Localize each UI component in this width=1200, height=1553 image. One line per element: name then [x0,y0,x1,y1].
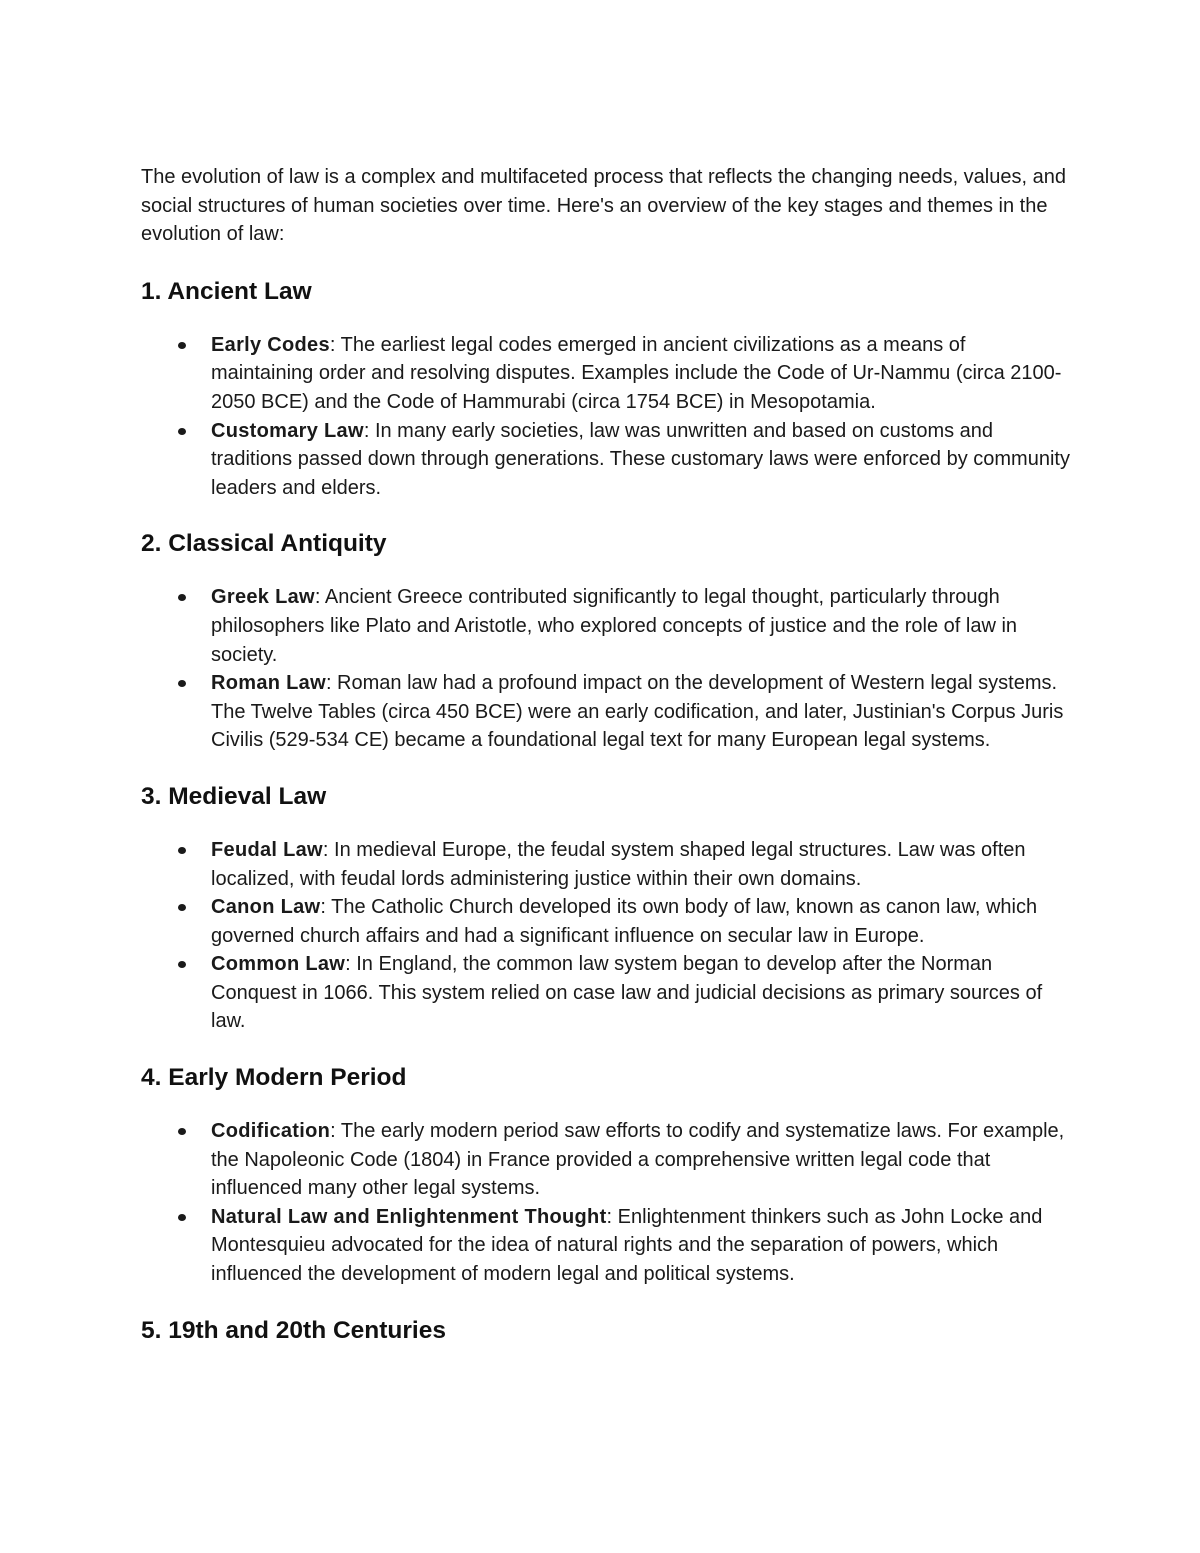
section-classical-antiquity [141,529,1071,755]
list-item [141,583,1071,669]
bullet-list [141,331,1071,503]
bullet-text: : Enlightenment thinkers such as John Locke and Montesquieu advocated for the idea of natural rights and the separation of powers, which influenced the development of modern legal and political systems. [211,1205,1043,1286]
bullet-text: : Ancient Greece contributed significantly to legal thought, particularly through philosophers like Plato and Aristotle, who explored concepts of justice and the role of law in society. [211,586,1018,666]
bullet-text: : Roman law had a profound impact on the development of Western legal systems. The Twelve Tables (circa 450 BCE) were an early codification, and later, Justinian's Corpus Juris Civilis (529-534 CE) became a foundational legal text for many European legal systems. [211,672,1064,752]
list-item [141,893,1071,950]
bullet-term: Codification [211,1120,331,1143]
list-item [141,331,1071,417]
section-heading: 3. Medieval Law [141,782,327,810]
bullet-term: Natural Law and Enlightenment Thought [211,1205,607,1228]
bullet-term: Early Codes [211,333,330,356]
bullet-term: Common Law [211,953,346,976]
list-item [141,1203,1071,1289]
bullet-icon [178,847,186,854]
bullet-icon [178,904,186,911]
list-item [141,950,1071,1036]
list-item [141,836,1071,893]
document-page [141,163,1071,1370]
bullet-icon [178,428,186,435]
bullet-text: : In England, the common law system began to develop after the Norman Conquest in 1066. This system relied on case law and judicial decisions as primary sources of law. [211,953,1043,1033]
bullet-text: : The earliest legal codes emerged in ancient civilizations as a means of maintaining order and resolving disputes. Examples include the Code of Ur-Nammu (circa 2100-2050 BCE) and the Code of Hammurabi (circa 1754 BCE) in Mesopotamia. [211,333,1062,413]
bullet-term: Roman Law [211,672,326,695]
bullet-icon [178,1214,186,1221]
bullet-term: Customary Law [211,419,364,442]
bullet-text: : In medieval Europe, the feudal system shaped legal structures. Law was often localized, with feudal lords administering justice within their own domains. [211,838,1026,890]
bullet-text: : The early modern period saw efforts to codify and systematize laws. For example, the Napoleonic Code (1804) in France provided a comprehensive written legal code that influenced many other legal systems. [211,1120,1065,1200]
list-item [141,1117,1071,1203]
bullet-list [141,1117,1071,1289]
section-heading: 2. Classical Antiquity [141,530,387,558]
bullet-term: Feudal Law [211,838,323,861]
bullet-icon [178,1128,186,1135]
bullet-text: : The Catholic Church developed its own body of law, known as canon law, which governed church affairs and had a significant influence on secular law in Europe. [211,896,1038,947]
bullet-icon [178,961,186,968]
section-early-modern-period [141,1063,1071,1289]
section-heading: 4. Early Modern Period [141,1064,407,1092]
bullet-list [141,836,1071,1036]
intro-paragraph: The evolution of law is a complex and multifaceted process that reflects the changing needs, values, and social structures of human societies over time. Here's an overview of the key stages and themes in the evolution of law: [141,166,1066,246]
section-heading: 5. 19th and 20th Centuries [141,1316,446,1344]
bullet-icon [178,342,186,349]
section-ancient-law [141,277,1071,503]
list-item [141,417,1071,503]
bullet-icon [178,594,186,601]
bullet-list [141,583,1071,755]
list-item [141,669,1071,755]
bullet-term: Greek Law [211,586,315,609]
section-medieval-law [141,782,1071,1036]
section-19th-20th-centuries [141,1316,1071,1346]
section-heading: 1. Ancient Law [141,277,312,305]
bullet-icon [178,680,186,687]
bullet-term: Canon Law [211,896,321,919]
bullet-text: : In many early societies, law was unwritten and based on customs and traditions passed down through generations. These customary laws were enforced by community leaders and elders. [211,419,1070,499]
